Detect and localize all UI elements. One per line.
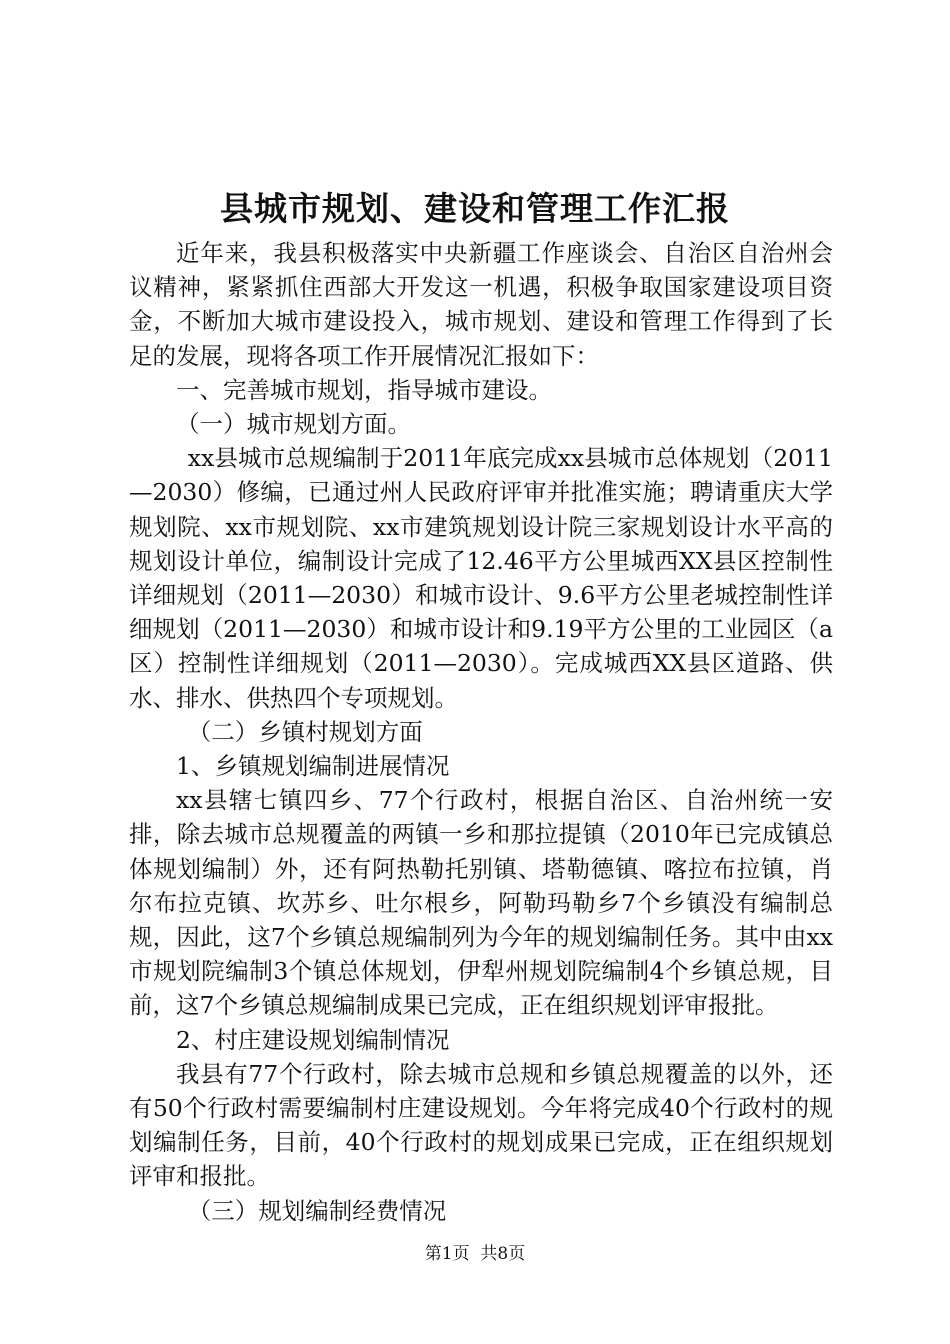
page-number: 第1页 共8页 [424, 1244, 526, 1264]
document-body [129, 236, 833, 1228]
section-heading-1: 一、完善城市规划，指导城市建设。 [176, 375, 552, 404]
subsection-heading-2: （二）乡镇村规划方面 [187, 717, 423, 746]
item-heading-1: 1、乡镇规划编制进展情况 [176, 752, 450, 781]
page-footer [0, 1242, 950, 1266]
item-heading-2: 2、村庄建设规划编制情况 [176, 1025, 450, 1054]
document-title: 县城市规划、建设和管理工作汇报 [220, 189, 730, 228]
paragraph-intro: 近年来，我县积极落实中央新疆工作座谈会、自治区自治州会议精神，紧紧抓住西部大开发这一机遇，积极争取国家建设项目资金，不断加大城市建设投入，城市规划、建设和管理工作得到了长足的发展，现将各项工作开展情况汇报如下： [129, 239, 833, 370]
subsection-heading-1: （一）城市规划方面。 [176, 410, 411, 439]
paragraph-urban-planning: xx县城市总规编制于2011年底完成xx县城市总体规划（2011—2030）修编，已通过州人民政府评审并批准实施；聘请重庆大学规划院、xx市规划院、xx市建筑规划设计院三家规划设计水平高的规划设计单位，编制设计完成了12.46平方公里城西XX县区控制性详细规划（2011—2030）和城市设计、9.6平方公里老城控制性详细规划（2011—2030）和城市设计和9.19平方公里的工业园区（a区）控制性详细规划（2011—2030）。完成城西XX县区道路、供水、排水、供热四个专项规划。 [129, 444, 833, 712]
paragraph-township-planning: xx县辖七镇四乡、77个行政村，根据自治区、自治州统一安排，除去城市总规覆盖的两镇一乡和那拉提镇（2010年已完成镇总体规划编制）外，还有阿热勒托别镇、塔勒德镇、喀拉布拉镇，肖尔布拉克镇、坎苏乡、吐尔根乡，阿勒玛勒乡7个乡镇没有编制总规，因此，这7个乡镇总规编制列为今年的规划编制任务。其中由xx市规划院编制3个镇总体规划，伊犁州规划院编制4个乡镇总规，目前，这7个乡镇总规编制成果已完成，正在组织规划评审报批。 [129, 786, 833, 1020]
paragraph-village-planning: 我县有77个行政村，除去城市总规和乡镇总规覆盖的以外，还有50个行政村需要编制村庄建设规划。今年将完成40个行政村的规划编制任务，目前，40个行政村的规划成果已完成，正在组织规划评审和报批。 [129, 1059, 833, 1191]
subsection-heading-3: （三）规划编制经费情况 [187, 1196, 447, 1225]
